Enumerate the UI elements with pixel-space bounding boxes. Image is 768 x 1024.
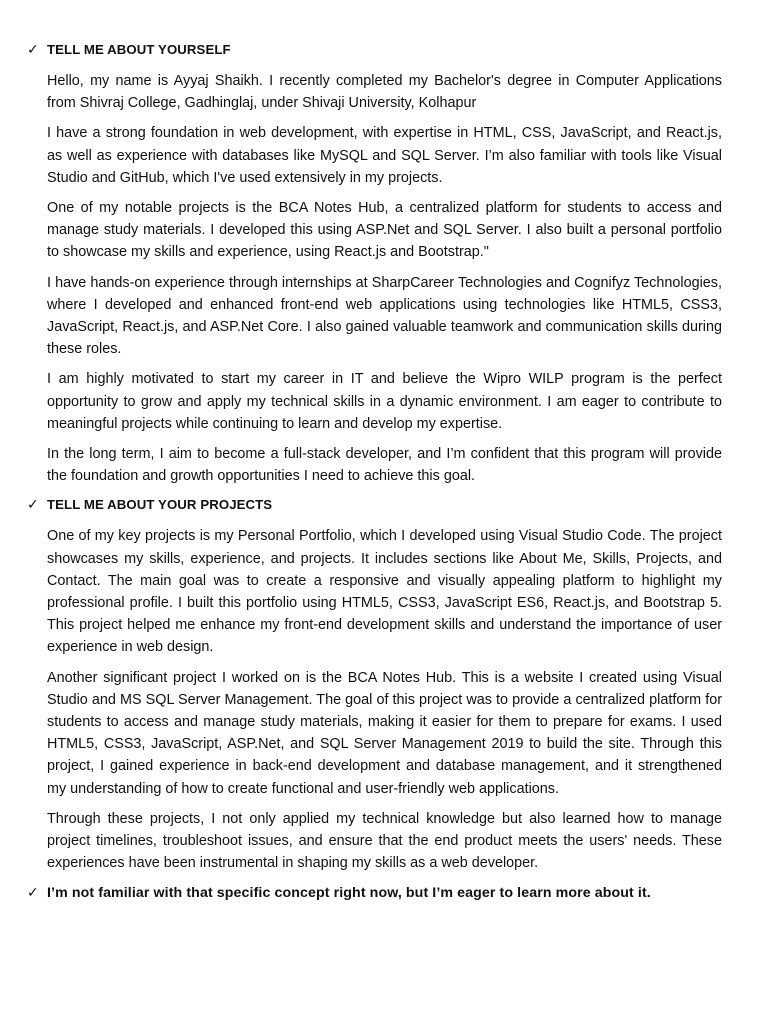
section-heading: TELL ME ABOUT YOUR PROJECTS	[47, 497, 273, 513]
paragraph: One of my notable projects is the BCA Notes Hub, a centralized platform for students to access and manage study materials. I developed this using ASP.Net and SQL Server. I also built a personal portfolio to showcase my skills and experience, using React.js and Bootstrap."	[47, 200, 722, 261]
paragraph: I am highly motivated to start my career in IT and believe the Wipro WILP program is the perfect opportunity to grow and apply my technical skills in a dynamic environment. I am eager to contribute to meaningful projects while continuing to learn and develop my expertise.	[47, 371, 722, 432]
section-tell-me-about-your-projects	[27, 495, 722, 874]
section-heading-row	[27, 495, 722, 519]
paragraph: Hello, my name is Ayyaj Shaikh. I recently completed my Bachelor's degree in Computer Applications from Shivraj College, Gadhinglaj, under Shivaji University, Kolhapur	[47, 73, 722, 112]
paragraph: In the long term, I aim to become a full-stack developer, and I’m confident that this program will provide the foundation and growth opportunities I need to achieve this goal.	[47, 446, 722, 485]
closing-statement: I’m not familiar with that specific concept right now, but I’m eager to learn more about it.	[47, 884, 651, 901]
section-tell-me-about-yourself	[27, 40, 722, 487]
section-heading-row	[27, 883, 722, 907]
check-icon: ✓	[27, 884, 39, 901]
check-icon: ✓	[27, 497, 39, 514]
section-heading: TELL ME ABOUT YOURSELF	[47, 42, 231, 57]
section-heading-row	[27, 40, 722, 64]
paragraph: Another significant project I worked on is the BCA Notes Hub. This is a website I created using Visual Studio and MS SQL Server Management. The goal of this project was to provide a centralized platform for students to access and manage study materials, making it easier for them to prepare for exams. I used HTML5, CSS3, JavaScript, ASP.Net, and SQL Server Management 2019 to build the site. Through this project, I gained experience in back-end development and database management, and it strengthened my understanding of how to create functional and user-friendly web applications.	[47, 669, 722, 797]
document-page	[0, 40, 768, 913]
paragraph: One of my key projects is my Personal Portfolio, which I developed using Visual Studio Code. The project showcases my skills, experience, and projects. It includes sections like About Me, Skills, Projects, and Contact. The main goal was to create a responsive and visually appealing platform to highlight my professional profile. I built this portfolio using HTML5, CSS3, JavaScript ES6, React.js, and Bootstrap 5. This project helped me enhance my front-end development skills and understand the importance of user experience in web design.	[47, 528, 722, 656]
section-closing-statement	[27, 883, 722, 907]
paragraph: Through these projects, I not only applied my technical knowledge but also learned how to manage project timelines, troubleshoot issues, and ensure that the end product meets the users' needs. These experiences have been instrumental in shaping my skills as a web developer.	[47, 810, 722, 872]
paragraph: I have a strong foundation in web development, with expertise in HTML, CSS, JavaScript, and React.js, as well as experience with databases like MySQL and SQL Server. I’m also familiar with tools like Visual Studio and GitHub, which I've used extensively in my projects.	[47, 125, 722, 186]
check-icon: ✓	[27, 42, 39, 58]
paragraph: I have hands-on experience through internships at SharpCareer Technologies and Cognifyz Technologies, where I developed and enhanced front-end web applications using technologies like HTML5, CSS3, JavaScript, React.js, and ASP.Net Core. I also gained valuable teamwork and communication skills during these roles.	[47, 274, 722, 358]
